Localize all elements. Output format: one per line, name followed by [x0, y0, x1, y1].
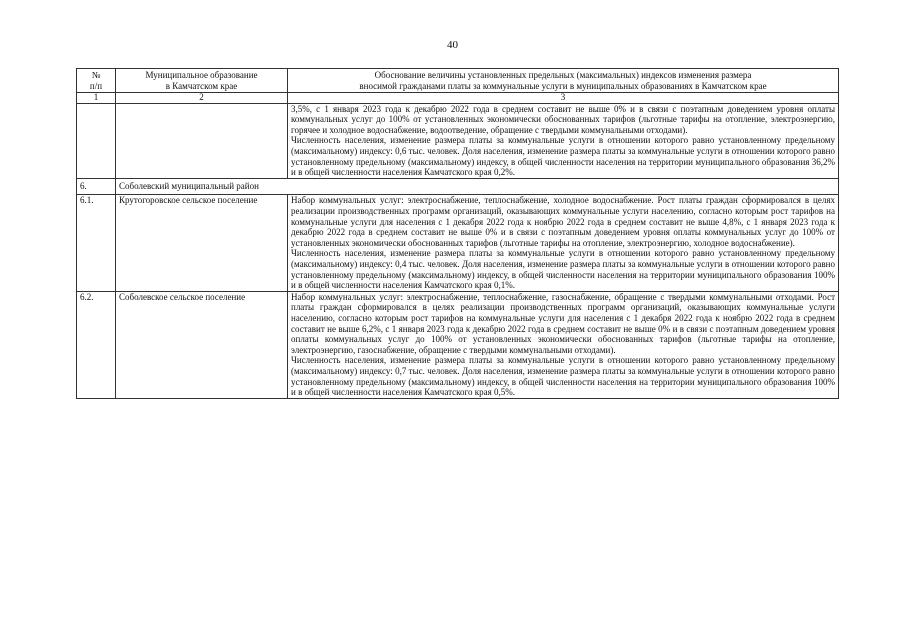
row-justification	[288, 103, 839, 178]
table-header-row	[77, 69, 839, 93]
header-justification: Обоснование величины установленных предельных (максимальных) индексов изменения размера вносимой гражданами платы за коммунальные услуги в муниципальных образованиях в Камчатском крае	[288, 69, 839, 93]
row-municipality: Соболевское сельское поселение	[116, 291, 288, 398]
indices-justification-table	[76, 68, 839, 399]
column-number: 1	[77, 93, 116, 104]
column-number: 2	[116, 93, 288, 104]
row-municipality: Крутогоровское сельское поселение	[116, 195, 288, 291]
page-number: 40	[447, 39, 458, 51]
row-num: 6.2.	[77, 291, 116, 398]
justification-paragraph: Набор коммунальных услуг: электроснабжение, теплоснабжение, холодное водоснабжение. Рост платы граждан сформировался в целях реализации производственных программ организаций, оказывающих коммунальные услуги населению, согласно которым рост тарифов на коммунальные услуги для населения с 1 декабря 2022 года к ноябрю 2022 года в среднем составит не выше 4,8%, с 1 января 2023 года к декабрю 2022 года в среднем составит не выше 0% и в связи с поэтапным доведением уровня оплаты коммунальных услуг до 100% от установленных экономически обоснованных тарифов (льготные тарифы на отопление, электроэнергию, холодное водоснабжение).	[291, 195, 835, 248]
justification-paragraph: Численность населения, изменение размера платы за коммунальные услуги в отношении которого равно установленному предельному (максимальному) индексу: 0,6 тыс. человек. Доля населения, изменение размера платы за коммунальные услуги в отношении которого равно установленному предельному (максимальному) индексу, в общей численности населения на территории муниципального образования 36,2% и в общей численности населения Камчатского края 0,2%.	[291, 135, 835, 178]
table-row-continuation	[77, 103, 839, 178]
column-number-row	[77, 93, 839, 104]
justification-paragraph: 3,5%, с 1 января 2023 года к декабрю 2022 года в среднем составит не выше 0% и в связи с поэтапным доведением уровня оплаты коммунальных услуг до 100% от установленных экономически обоснованных тарифов (льготные тарифы на отопление, электроэнергию, горячее и холодное водоснабжение, водоотведение, обращение с твердыми коммунальными отходами).	[291, 103, 835, 135]
row-justification	[288, 291, 839, 398]
section-row	[77, 178, 839, 195]
justification-paragraph: Набор коммунальных услуг: электроснабжение, теплоснабжение, газоснабжение, обращение с твердыми коммунальными отходами. Рост платы граждан сформировался в целях реализации производственных программ организаций, оказывающих коммунальные услуги населению, согласно которым рост тарифов на коммунальные услуги для населения с 1 декабря 2022 года к ноябрю 2022 года в среднем составит не выше 6,2%, с 1 января 2023 года к декабрю 2022 года в среднем составит не выше 0% и в связи с поэтапным доведением уровня оплаты коммунальных услуг до 100% от установленных экономически обоснованных тарифов (льготные тарифы на отопление, электроэнергию, газоснабжение, обращение с твердыми коммунальными отходами).	[291, 291, 835, 355]
justification-paragraph: Численность населения, изменение размера платы за коммунальные услуги в отношении которого равно установленному предельному (максимальному) индексу: 0,7 тыс. человек. Доля населения, изменение размера платы за коммунальные услуги в отношении которого равно установленному предельному (максимальному) индексу, в общей численности населения на территории муниципального образования 100% и в общей численности населения Камчатского края 0,5%.	[291, 355, 835, 398]
header-municipality: Муниципальное образование в Камчатском крае	[116, 69, 288, 93]
section-num: 6.	[77, 178, 116, 195]
row-municipality	[116, 103, 288, 178]
row-num: 6.1.	[77, 195, 116, 291]
table-row	[77, 195, 839, 291]
row-num	[77, 103, 116, 178]
justification-paragraph: Численность населения, изменение размера платы за коммунальные услуги в отношении которого равно установленному предельному (максимальному) индексу: 0,4 тыс. человек. Доля населения, изменение размера платы за коммунальные услуги в отношении которого равно установленному предельному (максимальному) индексу, в общей численности населения на территории муниципального образования 100% и в общей численности населения Камчатского края 0,1%.	[291, 248, 835, 291]
column-number: 3	[288, 93, 839, 104]
table-row	[77, 291, 839, 398]
header-num: № п/п	[77, 69, 116, 93]
section-title: Соболевский муниципальный район	[116, 178, 839, 195]
row-justification	[288, 195, 839, 291]
